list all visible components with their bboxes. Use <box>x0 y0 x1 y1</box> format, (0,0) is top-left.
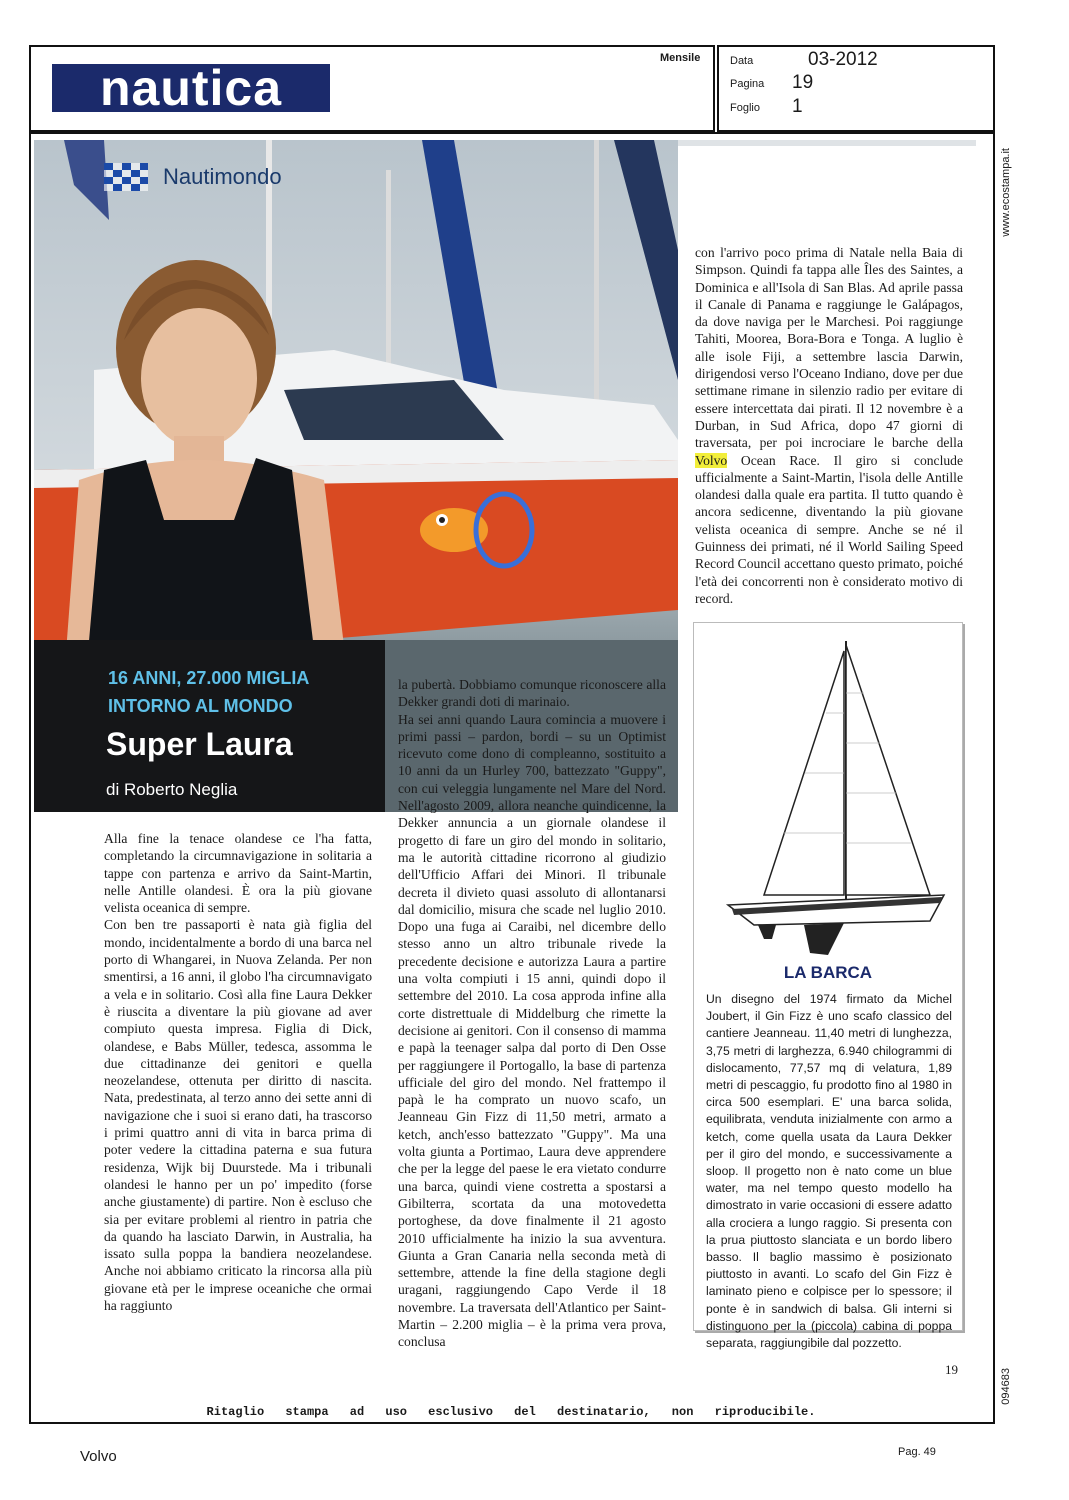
section-label: Nautimondo <box>163 164 282 189</box>
article-title: Super Laura <box>106 726 293 762</box>
paragraph: Ha sei anni quando Laura comincia a muovere i primi passi – pardon, bordi – su un Optimist ricevuto come dono di compleanno, sostituito a 10 anni da un Hurley 700, battezzato "Guppy", con cui veleggia lungamente nel Mare del Nord. Nell'agosto 2009, allora neanche quindicenne, la Dekker annuncia a un giornale olandese il progetto di fare un giro del mondo in solitario, ma le autorità cittadine ricorrono al giudizio dell'Ufficio Affari dei Minori. Il tribunale decreta il divieto quasi assoluto di allontanarsi dal domicilio, misura che scade nel luglio 2010. Dopo una fuga ai Caraibi, nel dicembre dello stesso anno un altro tribunale rivede la precedente decisione e autorizza Laura a partire una volta compiuti i 15 anni, quindi dopo il settembre del 2010. La cosa approda infine alla corte distrettuale di Middelburg che rimette la decisione ai genitori. Con il consenso di mamma e papà la teenager salpa dal porto di Den Osse per raggiungere il Portogallo, la base di partenza ufficiale del giro del mondo. Nel frattempo il papà le ha comprato un nuovo scafo, un Jeanneau Gin Fizz di 11,50 metri, armato a ketch, anch'esso battezzato "Guppy". Ma una volta giunta a Portimao, Laura deve apprendere che per la legge del paese le era vietato condurre una barca, quindi viene costretta a spostarsi a Gibilterra, scortata da una motovedetta portoghese, da dove finalmente il 21 agosto 2010 ufficialmente ha inizio la sua avventura. Giunta a Gran Canaria nella seconda metà di settembre, attende la fine della stagione degli uragani, raggiungendo Capo Verde il 18 novembre. La traversata dell'Atlantico per Saint-Martin – 2.200 miglia – è la prima vera prova, conclusa <box>398 711 666 1350</box>
checkered-flag-icon <box>104 163 148 191</box>
boat-description: Un disegno del 1974 firmato da Michel Joubert, il Gin Fizz è uno scafo classico del cantiere Jeanneau. 11,40 metri di lunghezza, 3,75 metri di larghezza, 6.940 chilogrammi di dislocamento, 77,57 mq di velatura, 1,89 metri di pescaggio, fu prodotto fino al 1980 in circa 500 esemplari. E' una barca solida, equilibrata, venduta inizialmente con armo a ketch, come quella usata da Laura Dekker per il giro del mondo, e successivamente a sloop. Il progetto non è nato come un blue water, ma nel tempo questo modello ha dimostrato in varie occasioni di essere adatto alla crociera a lungo raggio. Si presenta con la prua piuttosto slanciata e un bordo libero basso. Il baglio massimo è posizionato piuttosto in avanti. Lo scafo del Gin Fizz è laminato pieno e colpisce per lo spessore; il ponte è in sandwich di balsa. Gli interni si distinguono per la (piccola) cabina di poppa separata, raggiungibile dal pozzetto. <box>706 992 952 1351</box>
text-run: Ocean Race. Il giro si conclude ufficialmente a Saint-Martin, l'isola delle Antille olandesi dalla quale era partita. Il tutto quando è ancora sedicenne, diventando la più giovane velista oceanica di sempre. Anche se né il Guinness dei primati, né il World Sailing Speed Record Council accettano questo primato, poiché l'età dei concorrenti non è considerato motivo di record. <box>695 452 964 606</box>
photo-top-strip <box>678 140 976 146</box>
pdf-page: Pag. 49 <box>898 1446 936 1458</box>
article-column-1 <box>104 830 372 1314</box>
sailboat-drawing <box>694 633 962 963</box>
client-name: Volvo <box>80 1448 117 1465</box>
data-label: Data <box>730 55 754 67</box>
clipping-notice: Ritaglio stampa ad uso esclusivo del destinatario, non riproducibile. <box>206 1405 816 1419</box>
pagina-value: 19 <box>792 72 814 93</box>
page-number: 19 <box>945 1362 958 1377</box>
foglio-label: Foglio <box>730 102 760 114</box>
periodicity-label: Mensile <box>660 52 701 64</box>
byline: di Roberto Neglia <box>106 780 238 799</box>
foglio-value: 1 <box>792 96 803 117</box>
side-url: www.ecostampa.it <box>1000 148 1012 237</box>
paragraph: Con ben tre passaporti è nata già figlia del mondo, incidentalmente a bordo di una barca nel porto di Whangarei, in Nuova Zelanda. Per non smentirsi, a 16 anni, il globo l'ha circumnavigato a vela e in solitario. Così alla fine Laura Dekker è riuscita a diventare la più giovane ad aver compiuto questa impresa. Figlia di Dick, olandese, e Babs Müller, tedesca, assomma le due cittadinanze dei genitori e quella neozelandese, ottenuta per diritto di nascita. Nata, predestinata, al terzo anno dei sette anni di navigazione che i suoi si erano dati, ha trascorso i primi quattro anni di vita in barca prima di poter vedere la cittadina paterna e sua futura residenza, Wijk bij Duurstede. Ma i tribunali olandesi le hanno per un po' impedito (forse anche giustamente) di partire. Non è escluso che sia per evitare problemi al rientro in patria che da quando ha lasciato Darwin, in Australia, ha issato sulla poppa la bandiera neozelandese. Anche noi abbiamo criticato la rincorsa alla più giovane età per le imprese oceaniche che ormai ha raggiunto <box>104 917 372 1314</box>
boat-sidebar <box>693 622 963 1351</box>
side-code: 094683 <box>1000 1368 1012 1405</box>
highlighted-keyword: Volvo <box>695 452 728 468</box>
article-column-3 <box>695 244 963 607</box>
boat-title: LA BARCA <box>783 963 873 982</box>
kicker-line-1: 16 ANNI, 27.000 MIGLIA <box>108 668 310 688</box>
article-column-2 <box>398 676 666 1351</box>
paragraph: Alla fine la tenace olandese ce l'ha fatta, completando la circumnavigazione in solitaria a tappe con partenza e arrivo da Saint-Martin, nelle Antille olandesi. È ora la più giovane velista oceanica di sempre. <box>104 831 372 916</box>
data-value: 03-2012 <box>808 49 878 70</box>
paragraph: la pubertà. Dobbiamo comunque riconoscere alla Dekker grandi doti di marinaio. <box>398 677 666 710</box>
text-run: con l'arrivo poco prima di Natale nella Baia di Simpson. Quindi fa tappa alle Îles des Saintes, a Dominica e all'Isola di San Blas. Ad aprile passa il Canale di Panama e raggiunge le Galápagos, da dove naviga per le Marchesi. Poi raggiunge Tahiti, Moorea, Bora-Bora e Tonga. A luglio è alle isole Fiji, a settembre lascia Darwin, dirigendosi verso l'Oceano Indiano, dove per due settimane rimane in silenzio radio per evitare di essere intercettata dai pirati. Il 12 novembre è a Durban, in Sud Africa, dopo 47 giorni di traversata, per poi incrociare le barche della <box>695 245 963 451</box>
paragraph <box>695 244 963 607</box>
pagina-label: Pagina <box>730 78 765 90</box>
magazine-logo: nautica <box>52 64 330 112</box>
kicker-line-2: INTORNO AL MONDO <box>108 696 293 716</box>
